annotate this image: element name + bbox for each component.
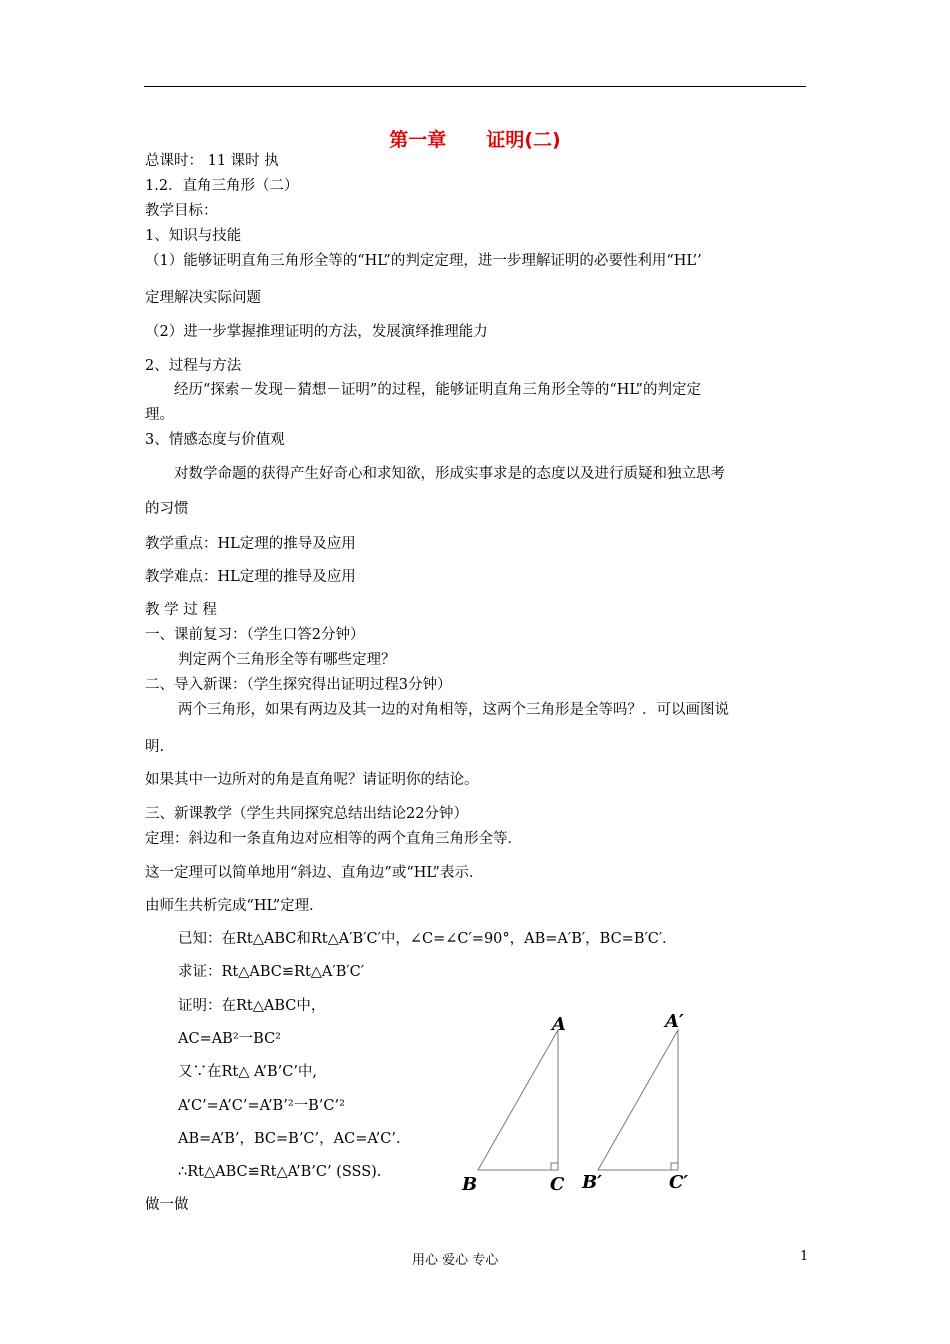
text-line: 求证：Rt△ABC≌Rt△A′B′C′	[178, 964, 365, 980]
chapter-name: 证明(二)	[486, 129, 561, 151]
text-line: 的习惯	[145, 501, 189, 517]
text-line: 明.	[145, 739, 165, 755]
text-line: （2）进一步掌握推理证明的方法，发展演绎推理能力	[145, 324, 488, 340]
text-line: 一、课前复习：（学生口答2分钟）	[145, 627, 365, 643]
text-line: 1.2．直角三角形（二）	[145, 178, 299, 194]
triangles-figure	[440, 1000, 710, 1205]
text-line: 三、新课教学（学生共同探究总结出结论22分钟）	[145, 806, 468, 822]
text-line: 对数学命题的获得产生好奇心和求知欲，形成实事求是的态度以及进行质疑和独立思考	[174, 466, 725, 482]
text-line: 证明：在Rt△ABC中，	[178, 998, 326, 1014]
text-line: 经历“探索－发现－猜想－证明”的过程，能够证明直角三角形全等的“HL”的判定定	[174, 382, 701, 398]
text-line: 2、过程与方法	[145, 358, 242, 374]
label-a-prime: A′	[665, 1011, 684, 1032]
text-line: ∴Rt△ABC≌Rt△A’B’C’ (SSS).	[178, 1164, 382, 1180]
text-line: 这一定理可以简单地用“斜边、直角边”或“HL”表示．	[145, 865, 484, 881]
text-line: 教学重点：HL定理的推导及应用	[145, 536, 356, 552]
text-line: AC=AB²一BC²	[178, 1031, 281, 1047]
right-angle-mark	[551, 1163, 558, 1170]
page-title	[0, 125, 950, 152]
text-line: （1）能够证明直角三角形全等的“HL”的判定定理，进一步理解证明的必要性利用“HL’’	[145, 253, 702, 269]
label-b: B	[462, 1174, 478, 1195]
label-a: A	[552, 1014, 566, 1035]
text-line: 判定两个三角形全等有哪些定理？	[178, 652, 396, 668]
label-c-prime: C′	[669, 1172, 689, 1193]
text-line: 由师生共析完成“HL”定理．	[145, 898, 324, 914]
right-angle-mark	[671, 1163, 678, 1170]
label-c: C	[550, 1174, 565, 1195]
header-rule	[144, 86, 806, 87]
text-line: 教学目标：	[145, 203, 218, 219]
text-line: 做一做	[145, 1197, 189, 1213]
text-line: 已知：在Rt△ABC和Rt△A′B′C′中，∠C=∠C′=90°，AB=A′B′，BC=B′C′．	[178, 931, 677, 947]
text-line: 定理解决实际问题	[145, 290, 261, 306]
text-line: 3、情感态度与价值观	[145, 432, 285, 448]
text-line: 两个三角形，如果有两边及其一边的对角相等，这两个三角形是全等吗？．可以画图说	[178, 702, 729, 718]
text-line: 教 学 过 程	[145, 602, 217, 618]
text-line: A’C’=A’C’=A’B’²一B’C’²	[178, 1098, 345, 1114]
text-line: 理。	[145, 407, 174, 423]
page-number: 1	[800, 1249, 809, 1264]
text-line: 总课时： 11 课时 执	[145, 153, 279, 169]
footer-motto: 用心 爱心 专心	[412, 1253, 499, 1268]
text-line: AB=A’B’，BC=B’C’，AC=A’C’.	[178, 1131, 401, 1147]
text-line: 教学难点：HL定理的推导及应用	[145, 569, 356, 585]
label-b-prime: B′	[582, 1172, 602, 1193]
text-line: 又∵在Rt△ A’B’C’中,	[178, 1064, 318, 1080]
text-line: 1、知识与技能	[145, 228, 242, 244]
text-line: 二、导入新课：（学生探究得出证明过程3分钟）	[145, 677, 452, 693]
text-line: 定理：斜边和一条直角边对应相等的两个直角三角形全等．	[145, 831, 522, 847]
text-line: 如果其中一边所对的角是直角呢？请证明你的结论。	[145, 772, 479, 788]
triangle-a-prime	[598, 1030, 678, 1170]
triangle-abc	[478, 1030, 558, 1170]
chapter-label: 第一章	[389, 129, 447, 151]
